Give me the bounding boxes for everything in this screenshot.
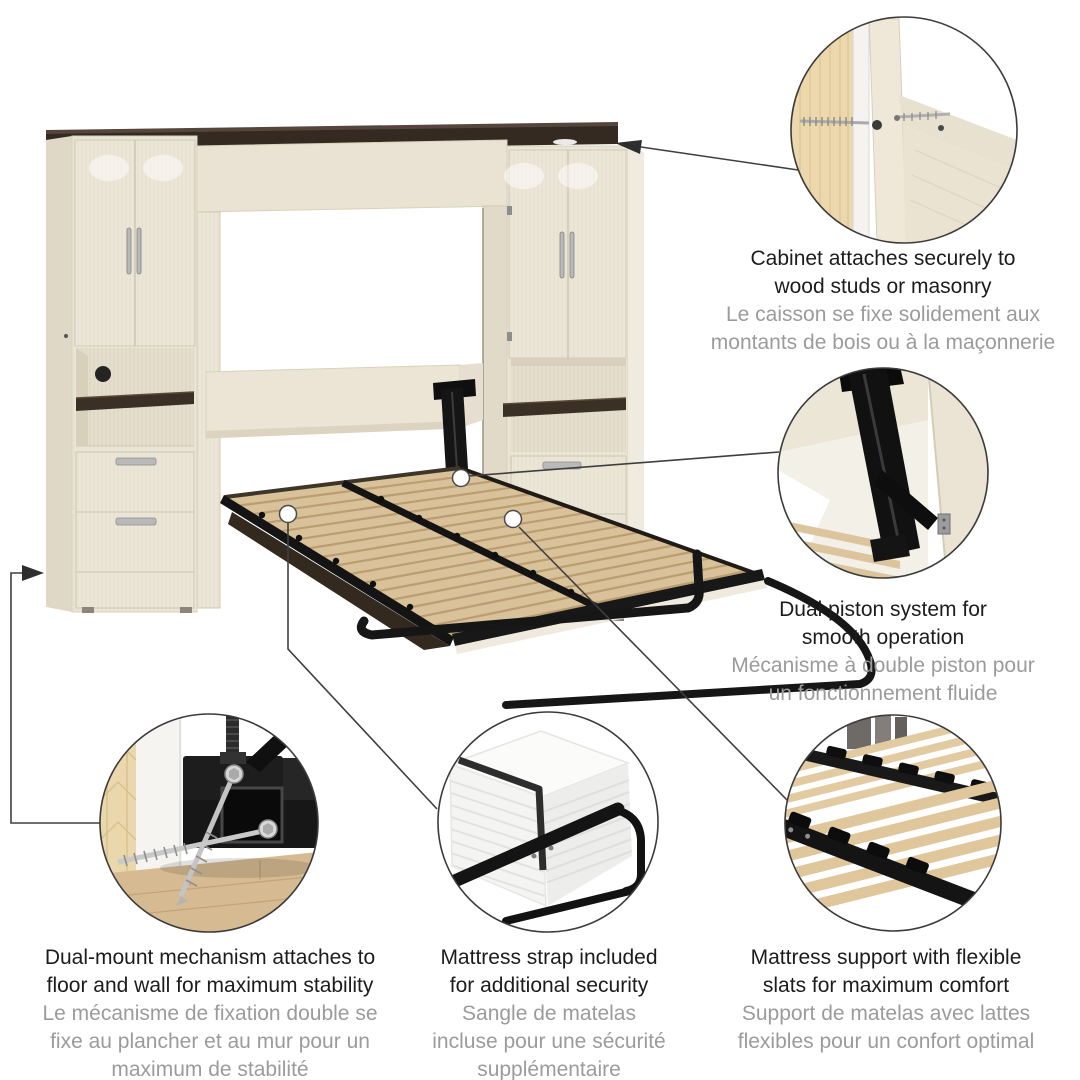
caption-line: un fonctionnement fluide [768, 682, 998, 705]
callout-circle-flexible-slats [722, 711, 1051, 931]
left-cabinet-niche [76, 348, 194, 446]
led-light [553, 139, 577, 145]
back-panel [196, 140, 507, 212]
callout-circle-mattress-strap [432, 712, 658, 932]
caption-en [663, 596, 1080, 652]
caption-line: smooth operation [801, 626, 965, 649]
caption-en [666, 944, 1080, 1000]
door-handle [560, 232, 564, 278]
right-cabinet-niche [503, 358, 626, 452]
headboard-panel [206, 363, 483, 438]
callout-circle-dual-piston [775, 357, 988, 598]
left-cabinet-drawers [76, 452, 194, 608]
caption-line: Cabinet attaches securely to [750, 247, 1016, 270]
caption-line: Mattress support with flexible [750, 946, 1022, 969]
cabinet-foot [180, 607, 192, 613]
hinge-bracket [938, 514, 950, 534]
flexible-slats-detail [722, 711, 1051, 921]
door-handle [570, 232, 574, 278]
caption-line: flexibles pour un confort optimal [737, 1030, 1035, 1053]
hinge [507, 206, 512, 215]
callout-circle-cabinet-mount [791, 17, 1017, 243]
caption-line: floor and wall for maximum stability [46, 974, 374, 997]
caption-line: Le caisson se fixe solidement aux [725, 303, 1040, 326]
caption-line: Mécanisme à double piston pour [731, 654, 1035, 677]
drawer-handle [116, 458, 156, 465]
drawer-handle [116, 518, 156, 525]
callout-caption-flexible-slats [666, 944, 1080, 1056]
left-storage-cabinet [46, 136, 197, 613]
caption-line: Dual piston system for [779, 598, 987, 621]
left-cabinet-doors [75, 140, 195, 346]
caption-en [0, 944, 420, 1000]
callout-marker-piston [453, 470, 470, 487]
caption-line: Sangle de matelas [462, 1002, 636, 1025]
caption-fr [0, 1000, 420, 1080]
callout-caption-dual-mount [0, 944, 420, 1080]
caption-line: montants de bois ou à la maçonnerie [710, 331, 1056, 354]
caption-line: Dual-mount mechanism attaches to [44, 946, 376, 969]
caption-fr [666, 1000, 1080, 1056]
callout-marker-slats [505, 511, 522, 528]
cable-grommet [95, 366, 111, 382]
dual-piston-detail [775, 357, 988, 598]
caption-fr [663, 652, 1080, 708]
leader-cabinet-mount [641, 147, 798, 170]
callout-caption-dual-piston [663, 596, 1080, 708]
caption-line: supplémentaire [477, 1058, 621, 1080]
caption-line: slats for maximum comfort [762, 974, 1010, 997]
caption-line: Mattress strap included [440, 946, 658, 969]
callout-marker-strap [280, 506, 297, 523]
caption-en [663, 245, 1080, 301]
callout-caption-cabinet-wall-mount [663, 245, 1080, 357]
door-handle [137, 228, 141, 274]
callout-circle-dual-mount [100, 700, 326, 932]
caption-line: Le mécanisme de fixation double se [42, 1002, 378, 1025]
caption-line: Support de matelas avec lattes [741, 1002, 1031, 1025]
right-cabinet-doors [504, 150, 626, 358]
caption-line: incluse pour une sécurité [432, 1030, 666, 1053]
caption-fr [663, 301, 1080, 357]
arrowhead [22, 565, 44, 581]
door-handle [127, 228, 131, 274]
cabinet-foot [82, 607, 94, 613]
caption-line: maximum de stabilité [111, 1058, 309, 1080]
caption-line: wood studs or masonry [774, 275, 992, 298]
caption-line: fixe au plancher et au mur pour un [50, 1030, 370, 1053]
hinge [507, 332, 512, 341]
caption-line: for additional security [449, 974, 649, 997]
